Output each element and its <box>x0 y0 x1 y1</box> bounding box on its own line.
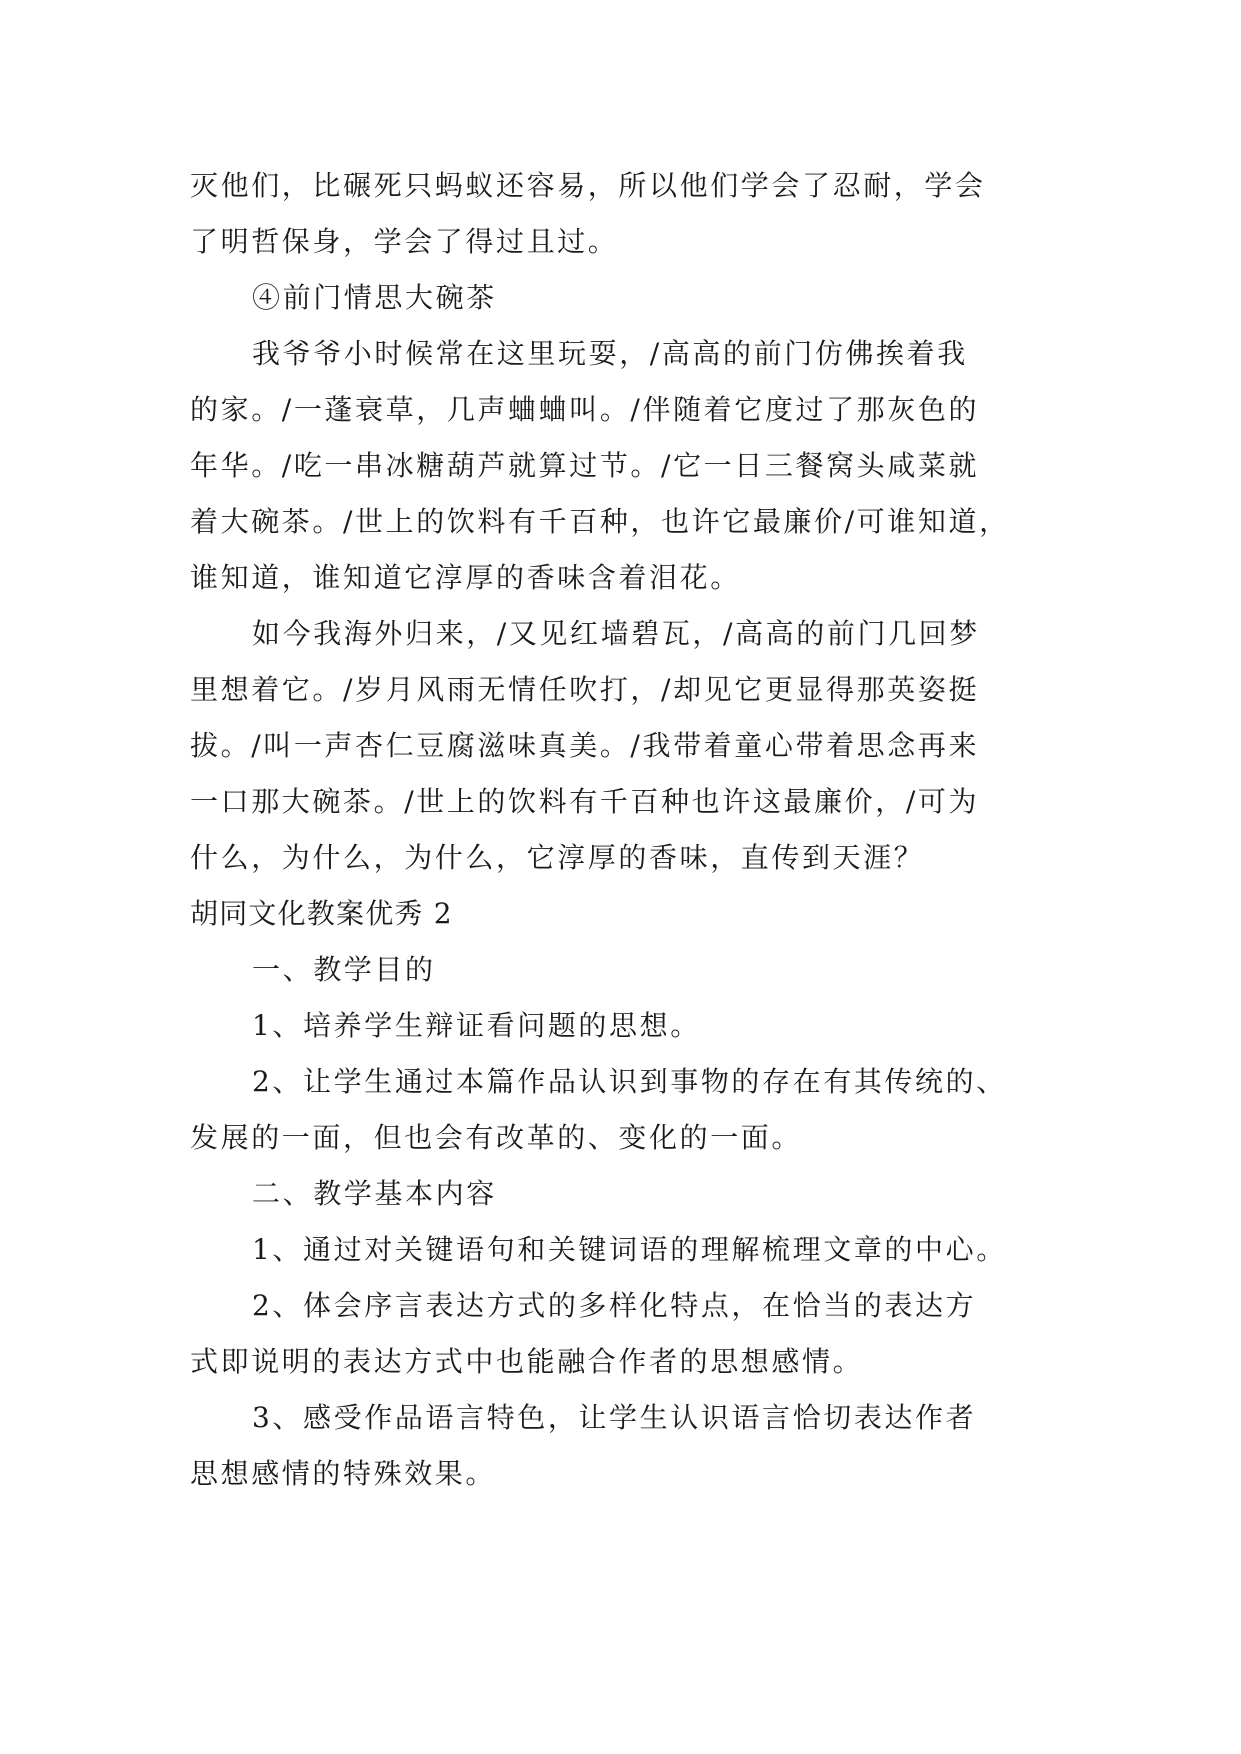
poem-title: ④前门情思大碗茶 <box>252 281 497 314</box>
paragraph-line: 了明哲保身，学会了得过且过。 <box>190 225 619 258</box>
poem-line: 着大碗茶。/世上的饮料有千百种，也许它最廉价/可谁知道， <box>190 505 1010 538</box>
goals-heading: 一、教学目的 <box>252 953 436 986</box>
poem-line: 谁知道，谁知道它淳厚的香味含着泪花。 <box>190 561 741 594</box>
goal-item: 1、培养学生辩证看问题的思想。 <box>252 1009 701 1042</box>
content-item: 3、感受作品语言特色，让学生认识语言恰切表达作者 <box>252 1401 977 1434</box>
content-item: 2、体会序言表达方式的多样化特点，在恰当的表达方 <box>252 1289 977 1322</box>
document-body <box>190 158 1060 1502</box>
goal-item: 2、让学生通过本篇作品认识到事物的存在有其传统的、 <box>252 1065 1007 1098</box>
content-item-continued: 式即说明的表达方式中也能融合作者的思想感情。 <box>190 1345 864 1378</box>
poem-line: 里想着它。/岁月风雨无情任吹打，/却见它更显得那英姿挺 <box>190 673 980 706</box>
poem-line: 的家。/一蓬衰草，几声蛐蛐叫。/伴随着它度过了那灰色的 <box>190 393 980 426</box>
content-item-continued: 思想感情的特殊效果。 <box>190 1457 497 1490</box>
poem-line: 什么，为什么，为什么，它淳厚的香味，直传到天涯？ <box>190 841 925 874</box>
section-heading: 胡同文化教案优秀 2 <box>190 897 453 930</box>
poem-line: 拔。/叫一声杏仁豆腐滋味真美。/我带着童心带着思念再来 <box>190 729 980 762</box>
poem-line: 一口那大碗茶。/世上的饮料有千百种也许这最廉价，/可为 <box>190 785 980 818</box>
poem-line: 如今我海外归来，/又见红墙碧瓦，/高高的前门几回梦 <box>252 617 980 650</box>
paragraph-line: 灭他们，比碾死只蚂蚁还容易，所以他们学会了忍耐，学会 <box>190 169 986 202</box>
poem-line: 我爷爷小时候常在这里玩耍，/高高的前门仿佛挨着我 <box>252 337 968 370</box>
content-heading: 二、教学基本内容 <box>252 1177 497 1210</box>
poem-line: 年华。/吃一串冰糖葫芦就算过节。/它一日三餐窝头咸菜就 <box>190 449 980 482</box>
content-item: 1、通过对关键语句和关键词语的理解梳理文章的中心。 <box>252 1233 1007 1266</box>
goal-item-continued: 发展的一面，但也会有改革的、变化的一面。 <box>190 1121 803 1154</box>
